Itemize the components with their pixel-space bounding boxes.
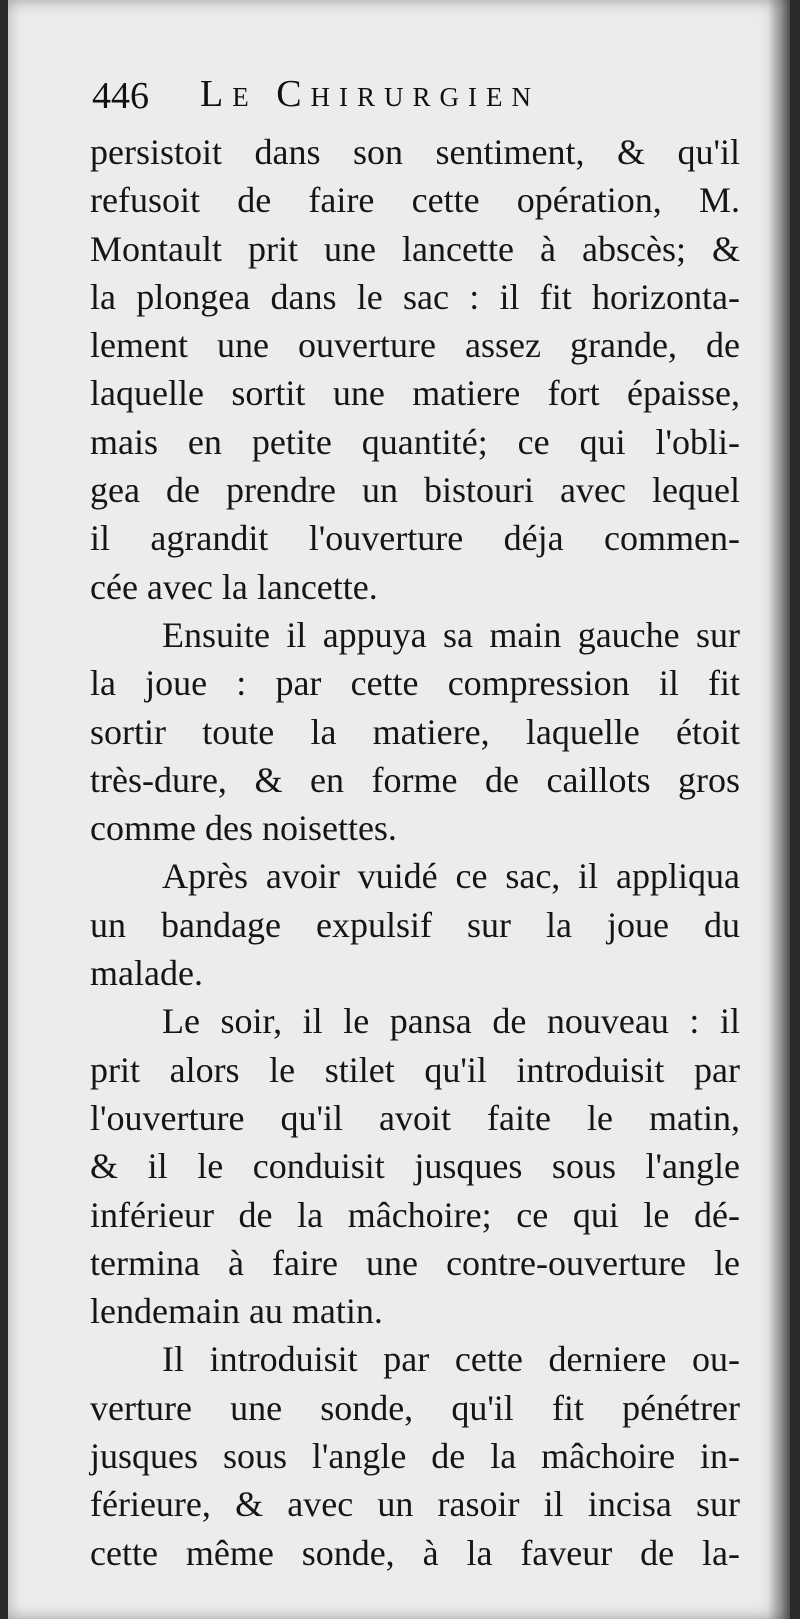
text-line: laquelle sortit une matiere fort épaisse, bbox=[90, 373, 740, 414]
text-line: lement une ouverture assez grande, de bbox=[90, 325, 740, 366]
page-spine-shadow bbox=[768, 0, 790, 1619]
text-line: Il introduisit par cette derniere ou- bbox=[90, 1339, 740, 1380]
text-line: malade. bbox=[90, 953, 203, 994]
text-line: comme des noisettes. bbox=[90, 808, 397, 849]
text-line: l'ouverture qu'il avoit faite le matin, bbox=[90, 1097, 740, 1138]
text-line: Montault prit une lancette à abscès; & bbox=[90, 228, 740, 269]
text-line: très-dure, & en forme de caillots gros bbox=[90, 759, 740, 800]
text-line: & il le conduisit jusques sous l'angle bbox=[90, 1146, 740, 1187]
text-line: persistoit dans son sentiment, & qu'il bbox=[90, 132, 740, 172]
text-line: cette même sonde, à la faveur de la- bbox=[90, 1532, 740, 1573]
text-line: verture une sonde, qu'il fit pénétrer bbox=[90, 1387, 740, 1428]
text-line: Ensuite il appuya sa main gauche sur bbox=[90, 614, 740, 655]
text-line: refusoit de faire cette opération, M. bbox=[90, 180, 740, 221]
text-line: lendemain au matin. bbox=[90, 1291, 383, 1332]
body-text bbox=[90, 128, 740, 1577]
text-line: mais en petite quantité; ce qui l'obli- bbox=[90, 421, 740, 462]
text-line: prit alors le stilet qu'il introduisit par bbox=[90, 1049, 740, 1090]
running-title: Le Chirurgien bbox=[200, 73, 541, 115]
text-line: jusques sous l'angle de la mâchoire in- bbox=[90, 1436, 740, 1477]
text-line: la plongea dans le sac : il fit horizonta- bbox=[90, 276, 740, 317]
text-line: Le soir, il le pansa de nouveau : il bbox=[90, 1001, 740, 1042]
text-line: férieure, & avec un rasoir il incisa sur bbox=[90, 1484, 740, 1525]
text-line: inférieur de la mâchoire; ce qui le dé- bbox=[90, 1194, 740, 1235]
text-line: Après avoir vuidé ce sac, il appliqua bbox=[90, 856, 740, 897]
page-header bbox=[92, 70, 732, 130]
page-number: 446 bbox=[92, 75, 149, 117]
text-line: la joue : par cette compression il fit bbox=[90, 663, 740, 704]
book-page bbox=[8, 0, 790, 1619]
text-line: gea de prendre un bistouri avec lequel bbox=[90, 470, 740, 511]
text-line: cée avec la lancette. bbox=[90, 566, 378, 607]
text-line: un bandage expulsif sur la joue du bbox=[90, 904, 740, 945]
text-line: il agrandit l'ouverture déja commen- bbox=[90, 518, 740, 559]
text-line: sortir toute la matiere, laquelle étoit bbox=[90, 711, 740, 752]
text-line: termina à faire une contre-ouverture le bbox=[90, 1242, 740, 1283]
